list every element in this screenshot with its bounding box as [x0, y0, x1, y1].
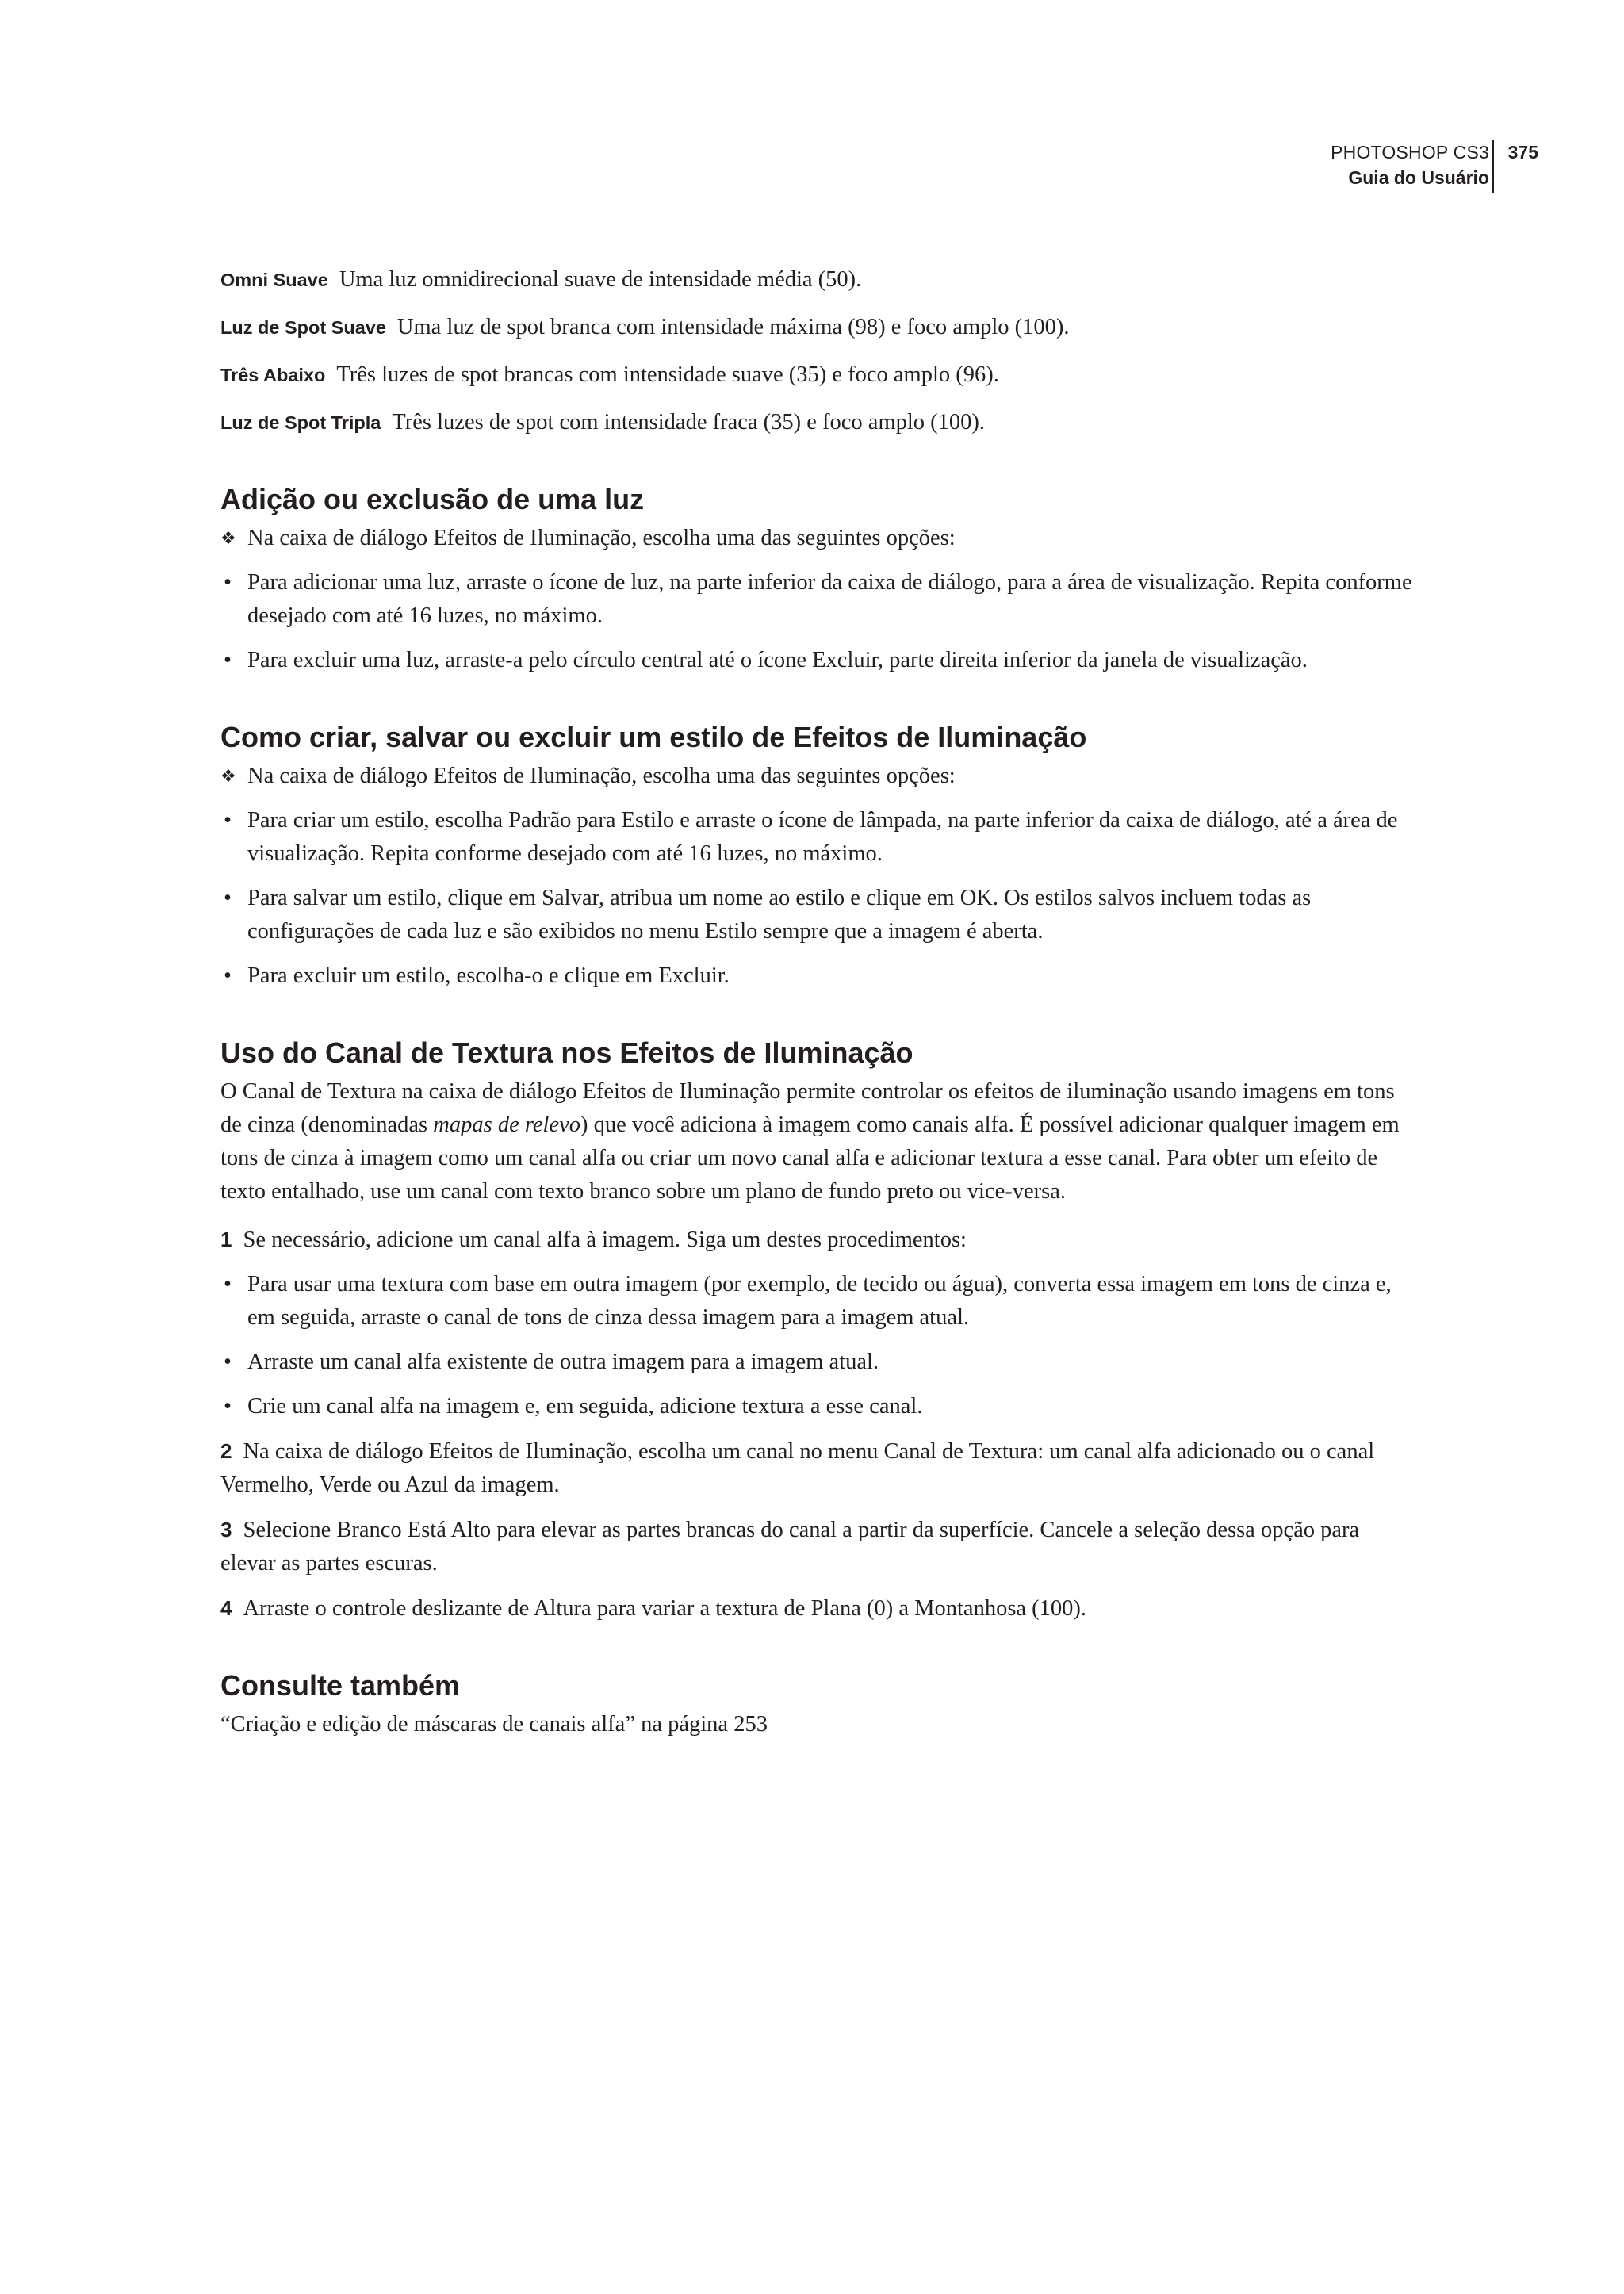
list-item — [220, 644, 1419, 677]
list-item — [220, 882, 1419, 948]
step-1 — [220, 1223, 1419, 1257]
body-paragraph — [220, 1075, 1419, 1208]
paragraph-text-start: O Canal de Textura na caixa de diálogo Efeitos de Iluminação permite controlar os efeitos de iluminação usando imagens em tons de cinza (denominadas — [220, 1079, 1395, 1137]
diamond-bullet-icon: ❖ — [220, 528, 236, 548]
list-item — [220, 959, 1419, 993]
definition-luz-de-spot-tripla — [220, 406, 1419, 439]
step-number: 4 — [220, 1596, 232, 1620]
list-item — [220, 1390, 1419, 1423]
definition-text: Três luzes de spot com intensidade fraca (35) e foco amplo (100). — [392, 410, 986, 435]
list-item — [220, 804, 1419, 871]
bullet-icon: • — [224, 886, 232, 910]
step-text: Selecione Branco Está Alto para elevar as partes brancas do canal a partir da superfície. Cancele a seleção dessa opção para elevar as partes escuras. — [220, 1518, 1360, 1576]
section-heading-lighting-style: Como criar, salvar ou excluir um estilo de Efeitos de Iluminação — [220, 721, 1087, 753]
bullet-icon: • — [224, 1350, 232, 1374]
list-item-text: Crie um canal alfa na imagem e, em seguida, adicione textura a esse canal. — [247, 1394, 923, 1419]
bullet-icon: • — [224, 648, 232, 672]
definition-text: Três luzes de spot brancas com intensidade suave (35) e foco amplo (96). — [336, 362, 999, 387]
header-divider — [1492, 140, 1494, 193]
definition-term: Omni Suave — [220, 270, 328, 290]
bullet-icon: • — [224, 963, 232, 988]
page-body — [220, 263, 1419, 1741]
paragraph-emphasis: mapas de relevo — [433, 1113, 580, 1137]
guide-name: Guia do Usuário — [1348, 167, 1489, 188]
bullet-list — [220, 804, 1419, 993]
procedure-intro-text: Na caixa de diálogo Efeitos de Iluminação, escolha uma das seguintes opções: — [247, 764, 956, 788]
step-3 — [220, 1513, 1419, 1580]
list-item-text: Para criar um estilo, escolha Padrão para Estilo e arraste o ícone de lâmpada, na parte inferior da caixa de diálogo, até a área de visualização. Repita conforme desejado com até 16 luzes, no máximo. — [247, 808, 1398, 866]
list-item — [220, 1346, 1419, 1379]
list-item — [220, 1268, 1419, 1335]
paragraph-text-end: ) que você adiciona à imagem como canais alfa. É possível adicionar qualquer imagem em tons de cinza à imagem como um canal alfa ou criar um novo canal alfa e adicionar textura a esse canal. Para obter um efeito de texto entalhado, use um canal com texto branco sobre um plano de fundo preto ou vice-versa. — [220, 1113, 1400, 1204]
see-also-link[interactable]: “Criação e edição de máscaras de canais alfa” na página 253 — [220, 1712, 768, 1737]
list-item-text: Para excluir um estilo, escolha-o e clique em Excluir. — [247, 963, 730, 988]
list-item-text: Para excluir uma luz, arraste-a pelo círculo central até o ícone Excluir, parte direita inferior da janela de visualização. — [247, 648, 1308, 672]
step-number: 2 — [220, 1439, 232, 1463]
list-item-text: Para salvar um estilo, clique em Salvar, atribua um nome ao estilo e clique em OK. Os estilos salvos incluem todas as configurações de cada luz e são exibidos no menu Estilo sempre que a imagem é aberta. — [247, 886, 1312, 944]
diamond-bullet-icon: ❖ — [220, 766, 236, 786]
definition-omni-suave — [220, 263, 1419, 297]
definition-term: Luz de Spot Suave — [220, 317, 386, 338]
definition-text: Uma luz de spot branca com intensidade máxima (98) e foco amplo (100). — [396, 315, 1070, 339]
list-item — [220, 566, 1419, 633]
procedure-intro — [220, 522, 1419, 555]
bullet-icon: • — [224, 1394, 232, 1419]
step-text: Arraste o controle deslizante de Altura para variar a textura de Plana (0) a Montanhosa (100). — [243, 1596, 1087, 1621]
procedure-intro-text: Na caixa de diálogo Efeitos de Iluminação, escolha uma das seguintes opções: — [247, 526, 956, 550]
procedure-intro — [220, 760, 1419, 793]
see-also-heading: Consulte também — [220, 1669, 461, 1702]
bullet-icon: • — [224, 808, 232, 833]
step-number: 3 — [220, 1518, 232, 1541]
definition-luz-de-spot-suave — [220, 311, 1419, 344]
section-heading-texture-channel: Uso do Canal de Textura nos Efeitos de Iluminação — [220, 1036, 914, 1069]
bullet-list — [220, 566, 1419, 677]
bullet-icon: • — [224, 570, 232, 595]
step-text: Na caixa de diálogo Efeitos de Iluminação, escolha um canal no menu Canal de Textura: um canal alfa adicionado ou o canal Vermelho, Verde ou Azul da imagem. — [220, 1439, 1375, 1497]
step-2 — [220, 1434, 1419, 1502]
list-item-text: Para adicionar uma luz, arraste o ícone de luz, na parte inferior da caixa de diálogo, para a área de visualização. Repita conforme desejado com até 16 luzes, no máximo. — [247, 570, 1412, 628]
running-header — [1237, 140, 1538, 195]
step-4 — [220, 1591, 1419, 1626]
list-item-text: Arraste um canal alfa existente de outra imagem para a imagem atual. — [247, 1350, 879, 1374]
section-heading-add-delete-light: Adição ou exclusão de uma luz — [220, 483, 645, 515]
list-item-text: Para usar uma textura com base em outra imagem (por exemplo, de tecido ou água), converta essa imagem em tons de cinza e, em seguida, arraste o canal de tons de cinza dessa imagem para a imagem atual. — [247, 1272, 1392, 1330]
definition-text: Uma luz omnidirecional suave de intensidade média (50). — [339, 267, 862, 292]
definition-term: Três Abaixo — [220, 365, 326, 385]
page-number: 375 — [1507, 142, 1538, 163]
definition-term: Luz de Spot Tripla — [220, 412, 381, 433]
step-number: 1 — [220, 1227, 232, 1251]
step-text: Se necessário, adicione um canal alfa à imagem. Siga um destes procedimentos: — [243, 1227, 967, 1252]
running-header-title — [1331, 140, 1489, 190]
product-name: PHOTOSHOP CS3 — [1331, 142, 1489, 163]
bullet-list — [220, 1268, 1419, 1423]
definition-tres-abaixo — [220, 358, 1419, 392]
bullet-icon: • — [224, 1272, 232, 1296]
